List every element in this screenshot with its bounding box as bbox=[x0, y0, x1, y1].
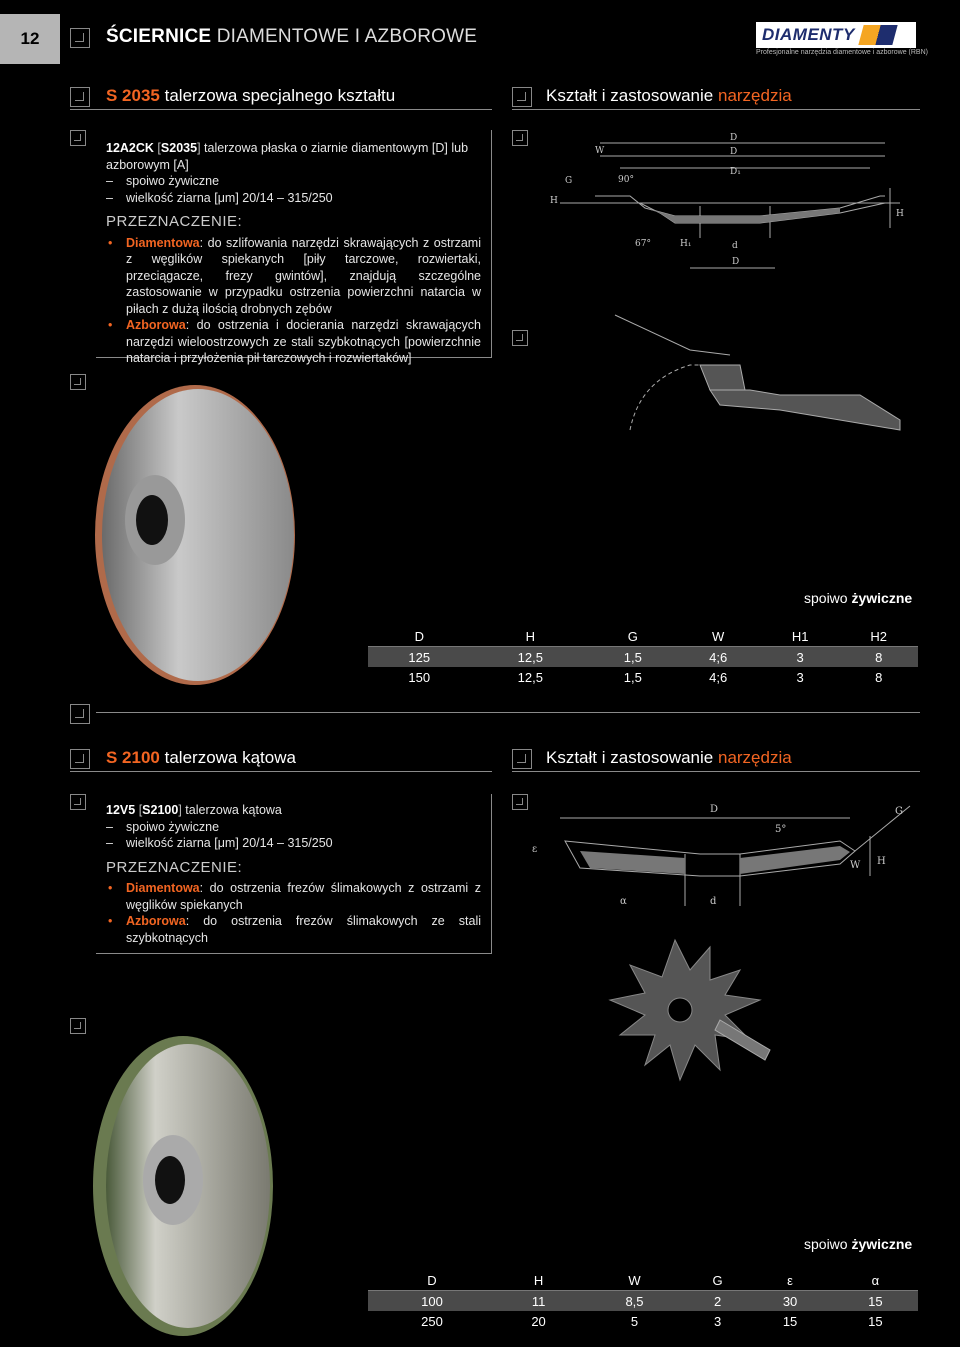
section1-przeznaczenie: PRZEZNACZENIE: bbox=[106, 213, 243, 230]
section2-bullet1-text: : do ostrzenia frezów ślimakowych z ostrzami z węglików spiekanych bbox=[126, 881, 481, 912]
table-cell: 4;6 bbox=[675, 647, 760, 668]
section2-dash2: – wielkość ziarna [μm] 20/14 – 315/250 bbox=[106, 835, 481, 852]
table-cell: 1,5 bbox=[623, 669, 642, 685]
section2-bullet2-text: : do ostrzenia frezów ślimakowych ze stali szybkotnących bbox=[126, 914, 481, 945]
section1-bullet1-text: : do szlifowania narzędzi skrawających z ostrzami z węglików spiekanych [piły tarczowe, rozwiertaki, przeciągacze, frezy gwintów], znajdują szczególne zastosowanie w przypadku ostrzenia powierzchni natarcia w piłach z dużą ilością drobnych zębów bbox=[126, 235, 481, 316]
brand-logo bbox=[756, 22, 916, 48]
section2-spoiwo bbox=[804, 1236, 912, 1252]
section2-desc-line: talerzowa kątowa bbox=[185, 803, 282, 817]
table-cell: 20 bbox=[531, 1313, 546, 1329]
section1-desc-line: talerzowa płaska o ziarnie diamentowym [D] lub azborowym [A] bbox=[106, 141, 469, 172]
section2-bullet1 bbox=[106, 880, 481, 913]
dim-g-label: G bbox=[565, 176, 573, 186]
greek-key-icon bbox=[512, 330, 528, 346]
section1-bullet1-label: Diamentowa bbox=[126, 235, 200, 250]
page-number: 12 bbox=[0, 14, 60, 64]
table-cell: 3 bbox=[796, 669, 804, 685]
section1-title-text: talerzowa specjalnego kształtu bbox=[164, 86, 396, 105]
table-row bbox=[368, 1291, 918, 1312]
table-cell: 8,5 bbox=[581, 1291, 688, 1312]
table-cell: 1,5 bbox=[590, 647, 675, 668]
table-cell: 12,5 bbox=[471, 647, 591, 668]
table-header-cell: G bbox=[590, 626, 675, 647]
section2-bullet2-label: Azborowa bbox=[126, 914, 186, 928]
brand-tagline: Profesjonalne narzędzia diamentowe i azborowe (RBN) bbox=[756, 49, 928, 56]
section1-bullet2-text: : do ostrzenia i docierania narzędzi skrawających narzędzi wieloostrzowych ze stali szybkotnących [powierzchnie natarcia i przyłożenia pił tarczowych i rozwiertaków] bbox=[126, 318, 481, 365]
table-cell: 250 bbox=[421, 1313, 443, 1329]
dim-dd-label: d bbox=[710, 896, 717, 907]
greek-key-icon bbox=[70, 704, 90, 724]
table-row bbox=[368, 647, 918, 668]
table-cell: 2 bbox=[688, 1291, 748, 1312]
greek-key-icon bbox=[70, 130, 86, 146]
table-header-cell: H bbox=[471, 626, 591, 647]
table-row bbox=[368, 1311, 918, 1331]
section1-description bbox=[96, 130, 492, 365]
dim-w-label: W bbox=[850, 860, 861, 871]
dim-g-label: G bbox=[895, 806, 903, 817]
section1-spoiwo-b: żywiczne bbox=[851, 590, 913, 606]
greek-key-icon bbox=[512, 87, 532, 107]
section1-code: S 2035 bbox=[106, 86, 160, 105]
table-header-row bbox=[368, 1270, 918, 1291]
angle-5-label: 5° bbox=[775, 824, 787, 835]
table-header-cell: α bbox=[833, 1270, 918, 1291]
section2-shape-title bbox=[546, 748, 792, 768]
section2-shape-header bbox=[512, 744, 920, 772]
section1-title bbox=[106, 86, 395, 106]
table-row bbox=[368, 667, 918, 687]
table-header-cell: D bbox=[368, 626, 471, 647]
section-divider bbox=[96, 712, 920, 713]
section1-shape-title-b: narzędzia bbox=[717, 86, 792, 105]
table-header-cell: H bbox=[496, 1270, 581, 1291]
section1-spoiwo bbox=[804, 590, 912, 606]
section1-shape-title bbox=[546, 86, 792, 106]
section2-shape-title-a: Kształt i zastosowanie bbox=[546, 748, 714, 767]
table-header-row bbox=[368, 626, 918, 647]
table-header-cell: W bbox=[675, 626, 760, 647]
section2-code: S 2100 bbox=[106, 748, 160, 767]
greek-key-icon bbox=[512, 749, 532, 769]
brand-name: DIAMENTY bbox=[762, 25, 855, 44]
greek-key-icon bbox=[70, 794, 86, 810]
table-cell: 3 bbox=[713, 1313, 722, 1329]
section1-desc-code2: S2035 bbox=[160, 141, 198, 155]
section2-cross-section-drawing bbox=[520, 796, 920, 920]
section2-usage-drawing bbox=[600, 935, 780, 1085]
greek-key-icon bbox=[70, 749, 90, 769]
epsilon-label: ε bbox=[532, 844, 538, 855]
section2-title-text: talerzowa kątowa bbox=[164, 748, 296, 767]
section2-spoiwo-a: spoiwo bbox=[804, 1236, 848, 1252]
table-cell: 15 bbox=[868, 1313, 883, 1329]
angle-90-label: 90° bbox=[618, 175, 634, 185]
table-cell: 150 bbox=[408, 669, 431, 685]
section2-dash1: – spoiwo żywiczne bbox=[106, 819, 481, 836]
table-header-cell: D bbox=[368, 1270, 496, 1291]
section1-shape-title-a: Kształt i zastosowanie bbox=[546, 86, 714, 105]
greek-key-icon bbox=[512, 130, 528, 146]
table-cell: 12,5 bbox=[517, 669, 543, 685]
section1-desc-head: 12A2CK [S2035] talerzowa płaska o ziarnie diamentowym [D] lub azborowym [A] bbox=[106, 141, 469, 172]
section2-wheel-image bbox=[78, 1030, 278, 1342]
table-cell: 100 bbox=[368, 1291, 496, 1312]
section1-dash1: – spoiwo żywiczne bbox=[106, 173, 481, 190]
table-cell: 125 bbox=[368, 647, 471, 668]
brand-mark-icon bbox=[858, 25, 897, 45]
table-cell: 8 bbox=[839, 647, 918, 668]
section1-desc-code: 12A2CK bbox=[106, 141, 154, 155]
greek-key-icon bbox=[70, 87, 90, 107]
section1-parameters-table bbox=[368, 626, 918, 687]
table-cell: 15 bbox=[782, 1313, 798, 1329]
section2-przeznaczenie: PRZEZNACZENIE: bbox=[106, 858, 243, 876]
section2-title bbox=[106, 748, 296, 768]
table-cell: 4;6 bbox=[709, 669, 728, 685]
dim-d2-label: D₁ bbox=[730, 167, 741, 177]
section1-dash2: – wielkość ziarna [μm] 20/14 – 315/250 bbox=[106, 190, 481, 207]
section1-usage-drawing bbox=[610, 310, 910, 440]
table-cell: 3 bbox=[761, 647, 840, 668]
section2-spoiwo-b: żywiczne bbox=[851, 1236, 913, 1252]
dim-w-label: W bbox=[595, 146, 605, 156]
section2-desc-head: 12V5 [S2100] talerzowa kątowa bbox=[106, 803, 282, 817]
table-header-cell: G bbox=[688, 1270, 748, 1291]
dim-dd-label: d bbox=[732, 241, 738, 251]
section1-wheel-image bbox=[70, 380, 300, 690]
section2-description bbox=[96, 794, 492, 954]
angle-67-label: 67° bbox=[635, 239, 651, 249]
dim-d-label: D bbox=[710, 804, 719, 815]
section2-parameters-table bbox=[368, 1270, 918, 1331]
page-title bbox=[106, 26, 477, 48]
table-cell: 8 bbox=[875, 669, 883, 685]
table-cell: 11 bbox=[496, 1291, 581, 1312]
section2-desc-code: 12V5 bbox=[106, 803, 136, 817]
dim-h-label: H bbox=[877, 856, 886, 867]
section1-header bbox=[70, 82, 492, 110]
section2-shape-title-b: narzędzia bbox=[717, 748, 792, 767]
dim-d-label: D bbox=[730, 133, 738, 143]
section1-bullet2-label: Azborowa bbox=[126, 318, 186, 332]
dim-dbottom-label: D bbox=[732, 257, 740, 267]
table-header-cell: H1 bbox=[761, 626, 840, 647]
section1-cross-section-drawing bbox=[540, 128, 920, 278]
dim-h-label: H bbox=[550, 196, 558, 206]
greek-key-icon bbox=[70, 28, 90, 48]
dim-hr-label: H bbox=[896, 209, 904, 219]
page-title-rest: DIAMENTOWE I AZBOROWE bbox=[216, 26, 478, 47]
dim-h1-label: H₁ bbox=[680, 239, 692, 249]
section1-shape-header bbox=[512, 82, 920, 110]
section2-bullet2 bbox=[106, 913, 481, 946]
section1-spoiwo-a: spoiwo bbox=[804, 590, 848, 606]
table-cell: 5 bbox=[630, 1313, 639, 1329]
table-cell: 30 bbox=[747, 1291, 832, 1312]
dim-d1-label: D bbox=[730, 147, 738, 157]
section2-desc-code2: S2100 bbox=[142, 803, 179, 817]
section1-bullet1 bbox=[106, 235, 481, 318]
section2-bullet1-label: Diamentowa bbox=[126, 881, 200, 895]
section1-bullet2 bbox=[106, 317, 481, 367]
page-title-bold: ŚCIERNICE bbox=[106, 26, 212, 47]
table-cell: 15 bbox=[833, 1291, 918, 1312]
alpha-label: α bbox=[620, 896, 627, 907]
section2-header bbox=[70, 744, 492, 772]
table-header-cell: H2 bbox=[839, 626, 918, 647]
table-header-cell: W bbox=[581, 1270, 688, 1291]
table-header-cell: ε bbox=[747, 1270, 832, 1291]
